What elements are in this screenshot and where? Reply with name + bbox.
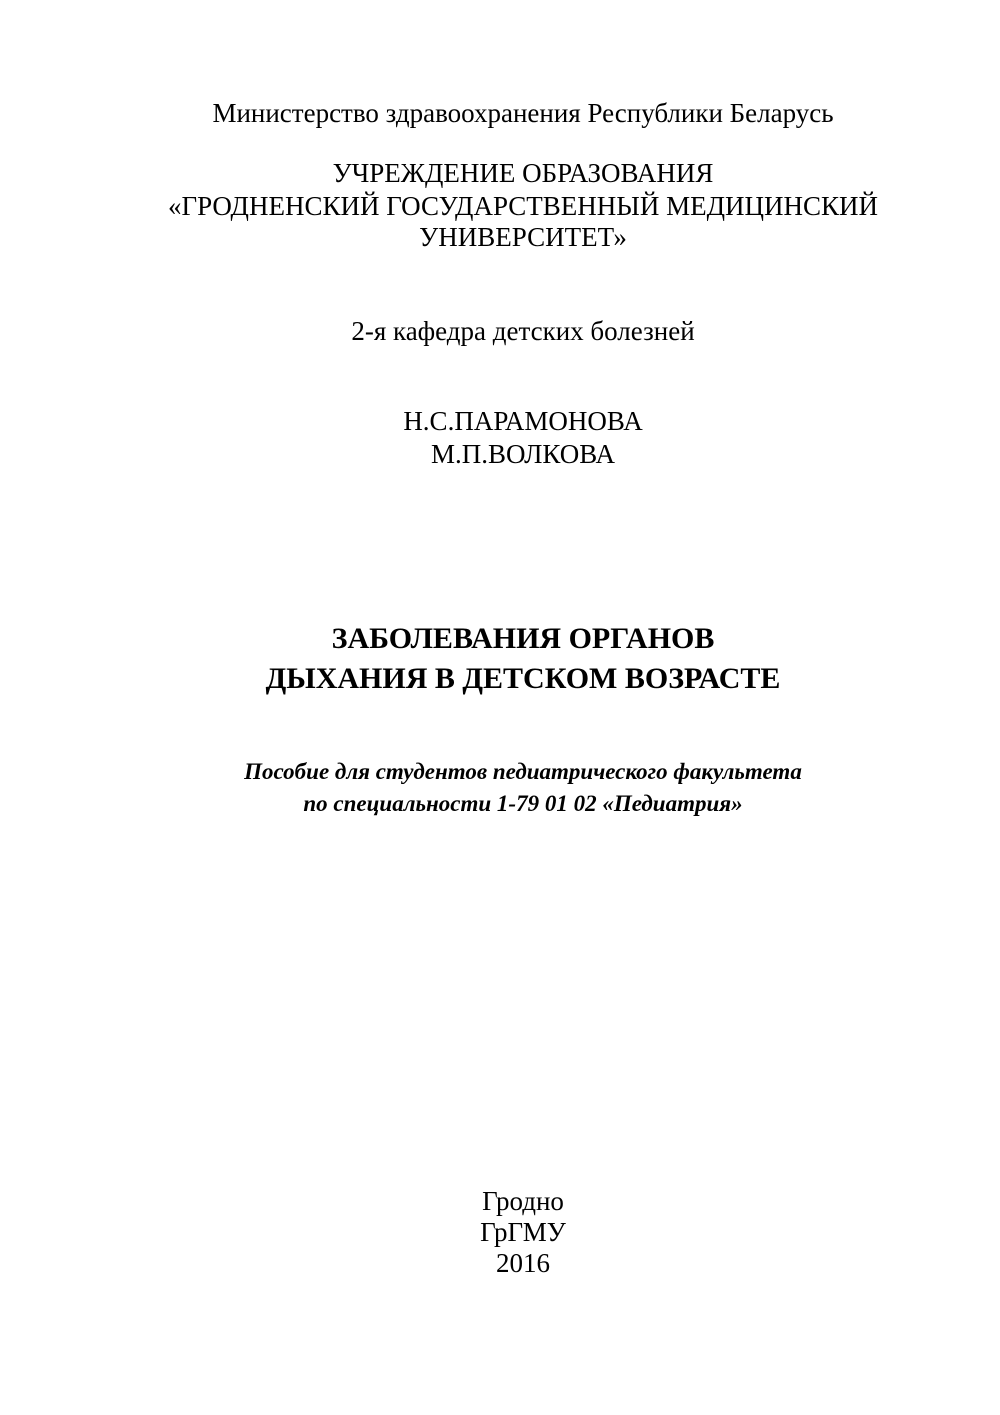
author-1: Н.С.ПАРАМОНОВА — [403, 406, 643, 436]
institution-line-2: «ГРОДНЕНСКИЙ ГОСУДАРСТВЕННЫЙ МЕДИЦИНСКИЙ — [167, 191, 879, 221]
author-2: М.П.ВОЛКОВА — [430, 439, 616, 469]
imprint-publisher: ГрГМУ — [480, 1217, 566, 1247]
imprint-city: Гродно — [482, 1186, 564, 1216]
department-line: 2-я кафедра детских болезней — [351, 316, 695, 346]
ministry-line: Министерство здравоохранения Республики Беларусь — [212, 98, 834, 128]
subtitle-line-1: Пособие для студентов педиатрического факультета — [244, 759, 802, 784]
book-title-line-1: ЗАБОЛЕВАНИЯ ОРГАНОВ — [331, 622, 715, 655]
imprint-year: 2016 — [496, 1248, 550, 1278]
institution-line-3: УНИВЕРСИТЕТ» — [419, 222, 627, 252]
book-title-line-2: ДЫХАНИЯ В ДЕТСКОМ ВОЗРАСТЕ — [265, 662, 781, 695]
subtitle-line-2: по специальности 1-79 01 02 «Педиатрия» — [303, 791, 743, 816]
institution-line-1: УЧРЕЖДЕНИЕ ОБРАЗОВАНИЯ — [332, 158, 714, 188]
